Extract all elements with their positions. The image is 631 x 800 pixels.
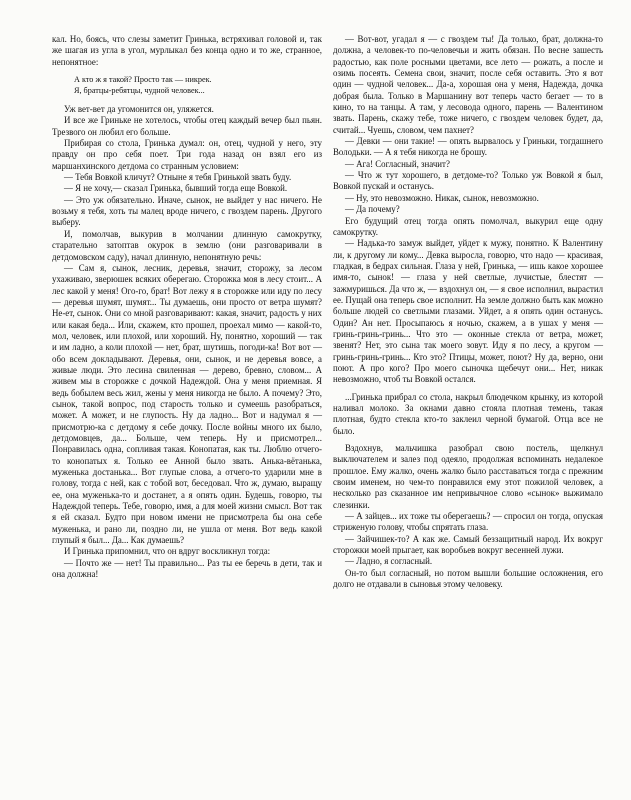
paragraph: И все же Гриньке не хотелось, чтобы отец каждый вечер был пьян. Трезвого он любил его больше.	[52, 115, 322, 137]
paragraph: И Гринька припомнил, что он вдруг воскликнул тогда:	[64, 546, 271, 557]
verse-line: Я, братцы-ребятцы, чудной человек...	[74, 86, 205, 96]
paragraph: — Что ж тут хорошего, в детдоме-то? Только уж Вовкой я был, Вовкой пускай и останусь.	[333, 170, 603, 192]
paragraph: Он-то был согласный, но потом вышли большие осложнения, его долго не отдавали в сыновья этому человеку.	[333, 567, 603, 590]
paragraph: ...Гринька прибрал со стола, накрыл блюдечком крынку, из которой наливал молоко. За окнами давно стояла плотная темень, такая плотная, будто стекла кто-то заклеил черной бумагой. Отца все не было.	[333, 391, 603, 436]
right-column	[333, 34, 603, 591]
paragraph: Прибирая со стола, Гринька думал: он, отец, чудной у него, эту правду он про себя поет. Три года назад он взял его из маршанхинского детдома со странным условием:	[52, 138, 322, 171]
paragraph: кал. Но, боясь, что слезы заметит Гринька, встряхивал головой и, так же шагая из угла в угол, мурлыкал без конца одно и то же, странное, непонятное:	[52, 34, 322, 67]
paragraph: И, помолчав, выкурив в молчании длинную самокрутку, старательно затоптав окурок в землю (они разговаривали в детдомовском саду), начал длинную, непонятную речь:	[52, 228, 322, 262]
paragraph: — Надька-то замуж выйдет, уйдет к мужу, понятно. К Валентину ли, к другому ли кому... Девка выросла, говорю, что надо — красивая, гладкая, в бедрах сильная. Глаза у ней, Гринька, — ишь какое хорошее имя-то, сынок! — глаза у ней светлые, лучистые, блестят — зажмуришься. Да что ж, — вздохнул он, — я свое исполнил, вырастил ее. Пущай она теперь свое исполнит. На земле должно быть как можно больше людей со светлыми глазами. Уйдет, а я опять один останусь. Один? Ан нет. Просыпаюсь я ночью, скажем, а в ушах у меня — гринь-гринь-гринь... Что это — оконные стекла от ветра, может, звенят? Нет, это сына так моего зовут. Иду я по лесу, а кругом — гринь-гринь-гринь... Кто это? Птицы, может, поют? Ну да, верно, они поют. А про кого? Про моего сыночка щебечут они... Нет, никак невозможно, чтоб ты Вовкой остался.	[333, 238, 603, 385]
paragraph: — Почто же — нет! Ты правильно... Раз ты ее беречь в дети, так и она должна!	[52, 557, 322, 580]
paragraph: Его будущий отец тогда опять помолчал, выкурил еще одну самокрутку.	[333, 215, 603, 237]
paragraph: — А зайцев... их тоже ты оберегаешь? — спросил он тогда, опуская стриженую голову, чтобы спрятать глаза.	[333, 511, 603, 533]
paragraph: — Тебя Вовкой кличут? Отныне я тебя Гринькой звать буду.	[64, 172, 292, 183]
paragraph: — Девки — они такие! — опять вырвалось у Гриньки, тогдашнего Володьки. — А я тебя никогда не брошу.	[333, 136, 603, 158]
paragraph: — Ну, это невозможно. Никак, сынок, невозможно.	[345, 192, 539, 203]
paragraph: — Зайчишек-то? А как же. Самый беззащитный народ. Их вокруг сторожки моей прыгает, как воробьев вокруг весенней лужи.	[333, 533, 603, 556]
left-column	[52, 34, 322, 580]
paragraph: Уж вет-вет да угомонится он, уляжется.	[64, 104, 214, 115]
paragraph: — Сам я, сынок, лесник, деревья, значит, сторожу, за лесом ухаживаю, зверюшек всяких оберегаю. Сторожка моя в лесу стоит... А лес какой у меня! Ого-го, брат! Вот лежу я в сторожке или иду по лесу — деревья шумят, шумят... Ты думаешь, они просто от ветра шумят? Не-ет, сынок. Они со мной разговаривают: какая, значит, радость у них или какая беда... Или, скажем, кто прошел, проехал мимо — какой-то, мол, человек, или плохой, или хороший. Ну, понятно, хороший — так и им ладно, а коли плохой — нет, брат, шутишь, погоди-ка! Вот вот — обо всем докладывают. Деревья, они, сынок, и не деревья вовсе, а живые люди. Это лесина свиленная — дерево, бревно, словом... А живем мы в сторожке с дочкой Надеждой. Она у меня приемная. Я ведь бобылем весь жил, жены у меня никогда не было. А почему? Это, сынок, такой вопрос, под старость только и сумеешь разобраться, может. А может, и не глупость. Ну да ладно... Вот и надумал я — присмотрю-ка с детдому я себе дочку. После войны много их было, детдомовцев, да... Больше, чем теперь. Ну и присмотрел... Понравилась одна, сопливая такая. Конопатая, как ты. Люблю отчего-то конопатых я. Только ее Анной было звать. Анька-вётанька, муженька достанька... Вот глупые слова, а отчего-то ударили мне в голову, тогда с ней, как с тобой вот, беседовал. Что ж, думаю, выращу ее, она муженька-то и достанет, а я опять один. Будешь, говорю, ты Надеждой теперь. Тебе, говорю, имя, а для моей жизни смысл. Вот так я ей сказал. Будто при новом имени не присмотрела бы она себе муженька, и рано ли, поздно ли, не ушла от меня. Вот ведь какой глупый я был... Да... Как думаешь?	[52, 262, 322, 546]
paragraph: — Ага! Согласный, значит?	[345, 158, 450, 169]
song-verse	[74, 74, 322, 96]
paragraph: Вздохнув, мальчишка разобрал свою постель, щелкнул выключателем и залез под одеяло, продолжая вспоминать недалекое прошлое. Ему жалко, очень жалко было расставаться тогда с прежним своим именем, но чем-то понравился ему этот пожилой человек, а несколько раз сказанное им непривычное слово «сынок» выжимало слезинки.	[333, 443, 603, 510]
paragraph: — Вот-вот, угадал я — с гвоздем ты! Да только, брат, должна-то должна, а человек-то по-человечьи и жить обязан. По весне зашесть радостью, как поле росными цветами, все лето — рожать, а после и озимь посеять. Семена свои, значит, после себя оставить. Это я вот один — чудной человек... Да-а, хорошая она у меня, Надежда, дочка добрая была. Только в Маршанину вот теперь часто бегает — то в кино, то на танцы. А там, у лесовода одного, парень — Валентином звать. Парень, скажу тебе, тоже ничего, с гвоздем человек будет, да, считай... Чуешь, словом, чем пахнет?	[333, 34, 603, 135]
paragraph: — Да почему?	[345, 204, 400, 215]
verse-line: А кто ж я такой? Просто так — никрек.	[74, 75, 212, 85]
paragraph: — Это уж обязательно. Иначе, сынок, не выйдет у нас ничего. Не возьму я тебя, хоть ты малец вроде ничего, с гвоздем парень. Другого выберу.	[52, 194, 322, 228]
paragraph: — Я не хочу,— сказал Гринька, бывший тогда еще Вовкой.	[64, 183, 288, 194]
paragraph: — Ладно, я согласный.	[345, 556, 433, 567]
